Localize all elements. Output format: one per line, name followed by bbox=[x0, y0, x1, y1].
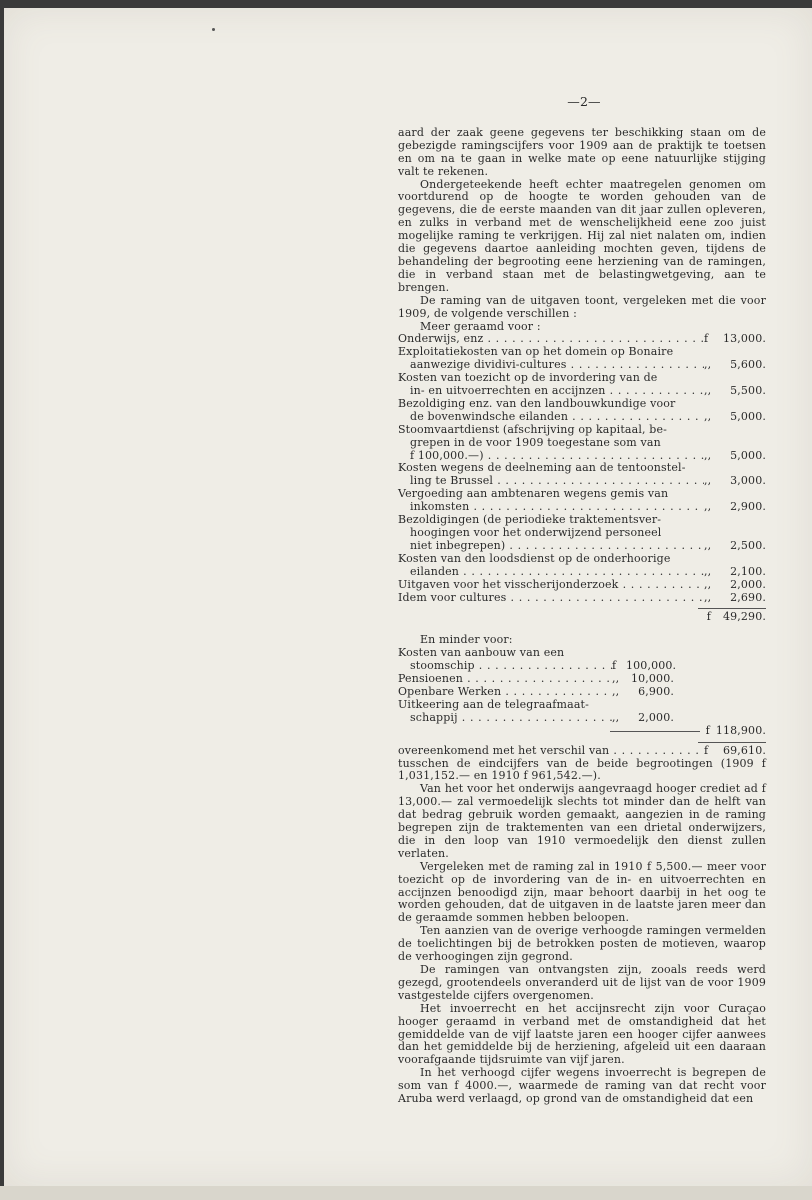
entry-amount: 3,000. bbox=[730, 474, 766, 488]
entry-label: Onderwijs, enz . . . bbox=[398, 333, 704, 346]
entry-currency: ,, bbox=[704, 409, 712, 423]
entry-text-line: grepen in de voor 1909 toegestane som van bbox=[410, 435, 661, 449]
entry-text-line: Kosten wegens de deelneming aan de tentoonstel- bbox=[398, 461, 686, 475]
difference-label: overeenkomend met het verschil van . . . bbox=[398, 745, 704, 758]
entry-amount-row bbox=[398, 673, 674, 686]
entry-amount: 5,000. bbox=[730, 448, 766, 462]
sum-rule bbox=[698, 608, 766, 609]
entry-amount-row bbox=[398, 579, 766, 592]
difference-rule bbox=[698, 742, 766, 743]
entry-amount: 6,900. bbox=[638, 684, 674, 698]
entry-amount-row bbox=[398, 686, 674, 699]
more-total-amount: 49,290. bbox=[722, 610, 766, 624]
more-entry bbox=[398, 398, 766, 424]
entry-amount: 2,900. bbox=[730, 500, 766, 514]
entry-amount: 2,000. bbox=[638, 710, 674, 724]
entry-label: niet inbegrepen) . . . bbox=[398, 540, 704, 553]
entry-currency: ,, bbox=[612, 710, 620, 724]
entry-amount: 100,000. bbox=[626, 659, 677, 673]
entry-text-line: Uitkeering aan de telegraafmaat- bbox=[398, 697, 589, 711]
less-total-currency: f bbox=[705, 723, 710, 737]
entry-currency: ,, bbox=[704, 474, 712, 488]
more-entry bbox=[398, 579, 766, 592]
entry-amount: 5,600. bbox=[730, 358, 766, 372]
entry-text-line: Bezoldiging enz. van den landbouwkundige voor bbox=[398, 396, 676, 410]
entry-currency: ,, bbox=[704, 500, 712, 514]
entry-text-line: Bezoldigingen (de periodieke traktementsver- bbox=[398, 513, 662, 527]
entry-amount: 5,500. bbox=[730, 384, 766, 398]
entry-currency: ,, bbox=[704, 577, 712, 591]
paragraph-7: De ramingen van ontvangsten zijn, zooals reeds werd gezegd, grootendeels onveranderd uit de lijst van de voor 1909 vastgestelde cijfers overgenomen. bbox=[398, 963, 766, 1002]
entry-amount: 2,000. bbox=[730, 577, 766, 591]
entry-amount-row bbox=[398, 540, 766, 553]
more-entry bbox=[398, 424, 766, 463]
entry-text-line: Exploitatiekosten van op het domein op Bonaire bbox=[398, 345, 674, 359]
entry-label: stoomschip . . . bbox=[398, 660, 612, 673]
entry-currency: ,, bbox=[704, 448, 712, 462]
paragraph-9: In het verhoogd cijfer wegens invoerrecht is begrepen de som van f 4000.—, waarmede de raming van dat recht voor Aruba werd verlaagd, op grond van de omstandigheid dat een bbox=[398, 1066, 766, 1106]
entry-text-line: Kosten van toezicht op de invordering van de bbox=[398, 371, 658, 385]
entry-amount-row bbox=[398, 411, 766, 424]
entry-text-line: Kosten van den loodsdienst op de onderhoorige bbox=[398, 551, 671, 565]
entry-currency: ,, bbox=[704, 590, 712, 604]
more-total-currency: f bbox=[706, 610, 711, 624]
entry-currency: ,, bbox=[612, 672, 620, 686]
more-entry bbox=[398, 346, 766, 372]
entry-currency: ,, bbox=[704, 538, 712, 552]
difference-amount: 69,610. bbox=[722, 743, 766, 757]
difference-line bbox=[398, 745, 766, 758]
less-total-rule bbox=[610, 731, 700, 732]
entry-amount-row bbox=[398, 712, 674, 725]
text-column bbox=[398, 96, 766, 1106]
more-entry bbox=[398, 514, 766, 553]
paragraph-8: Het invoerrecht en het accijnsrecht zijn voor Curaçao hooger geraamd in verband met de omstandigheid dat het gemiddelde van de vijf laatste jaren een hooger cijfer aanwees dan het gemiddelde bij de herziening, afgeleid uit een daaraan voorafgaande tijdsruimte van vijf jaren. bbox=[398, 1001, 766, 1067]
more-entry bbox=[398, 488, 766, 514]
more-entry bbox=[398, 553, 766, 579]
more-heading: Meer geraamd voor : bbox=[420, 319, 541, 333]
entry-currency: f bbox=[612, 659, 617, 673]
entry-label: ling te Brussel . . . bbox=[398, 475, 704, 488]
entry-text-line: Vergoeding aan ambtenaren wegens gemis van bbox=[398, 487, 669, 501]
entry-amount: 2,690. bbox=[730, 590, 766, 604]
more-total bbox=[398, 611, 766, 624]
entry-currency: ,, bbox=[612, 684, 620, 698]
paragraph-5: Vergeleken met de raming zal in 1910 f 5,500.— meer voor toezicht op de invordering van de in- en uitvoerrechten en accijnzen benoodigd zijn, maar behoort daarbij in het oog te worden gehouden, dat de uitgaven in de laatste jaren meer dan de geraamde sommen hebben beloopen. bbox=[398, 859, 766, 925]
paragraph-2: Ondergeteekende heeft echter maatregelen genomen om voortdurend op de hoogte te worden gehouden van de gegevens, die de eerste maanden van dit jaar zullen opleveren, en zulks in verband met de wenschelijkheid eene zoo juist mogelijke raming te verkrijgen. Hij zal niet nalaten om, indien die gegevens daartoe aanleiding mochten geven, tijdens de behandeling der begrooting eene herziening van de ramingen, die in verband staan met de belastingwetgeving, aan te brengen. bbox=[398, 177, 766, 294]
entry-currency: ,, bbox=[704, 384, 712, 398]
paragraph-4: Van het voor het onderwijs aangevraagd hooger crediet ad f 13,000.— zal vermoedelijk slechts tot minder dan de helft van dat bedrag gebruik worden gemaakt, aangezien in de raming begrepen zijn de traktementen van een drietal onderwijzers, die in den loop van 1910 vermoedelijk den dienst zullen verlaten. bbox=[398, 782, 766, 860]
less-heading: En minder voor: bbox=[420, 633, 513, 647]
entry-label: de bovenwindsche eilanden . . . bbox=[398, 411, 704, 424]
entry-label: in- en uitvoerrechten en accijnzen . . . bbox=[398, 385, 704, 398]
more-entry bbox=[398, 462, 766, 488]
entry-currency: f bbox=[704, 332, 709, 346]
more-entry bbox=[398, 372, 766, 398]
scan-bottom-edge bbox=[0, 1186, 812, 1200]
entry-label: Pensioenen . . . bbox=[398, 673, 612, 686]
entry-label: Idem voor cultures . . . bbox=[398, 592, 704, 605]
entry-label: f 100,000.—) . . . bbox=[398, 450, 704, 463]
entry-amount: 13,000. bbox=[722, 332, 766, 346]
difference-text: tusschen de eindcijfers van de beide begrootingen (1909 f 1,031,152.— en 1910 f 961,542.—). bbox=[398, 756, 766, 783]
entry-label: aanwezige dividivi-cultures . . . bbox=[398, 359, 704, 372]
less-entry bbox=[398, 699, 766, 725]
less-total-amount: 118,900. bbox=[715, 723, 766, 737]
less-entry bbox=[398, 673, 766, 686]
margin-dot bbox=[212, 28, 215, 31]
entry-text-line: Stoomvaartdienst (afschrijving op kapitaal, be- bbox=[398, 422, 668, 436]
entry-amount: 2,100. bbox=[730, 564, 766, 578]
entry-amount: 5,000. bbox=[730, 409, 766, 423]
entry-currency: ,, bbox=[704, 358, 712, 372]
less-entry bbox=[398, 647, 766, 673]
entry-amount: 2,500. bbox=[730, 538, 766, 552]
less-entry bbox=[398, 686, 766, 699]
entry-amount: 10,000. bbox=[630, 672, 674, 686]
difference-currency: f bbox=[704, 743, 709, 757]
entry-amount-row bbox=[398, 592, 766, 605]
page-number: —2— bbox=[567, 94, 601, 109]
entry-label: Uitgaven voor het visscherijonderzoek . . . bbox=[398, 579, 704, 592]
paragraph-6: Ten aanzien van de overige verhoogde ramingen vermelden de toelichtingen bij de betrokken posten de motieven, waarop de verhoogingen zijn gegrond. bbox=[398, 924, 766, 964]
entry-amount-row bbox=[398, 566, 766, 579]
less-expenditure-list bbox=[398, 647, 766, 724]
intro-paragraph: aard der zaak geene gegevens ter beschikking staan om de gebezigde ramingscijfers voor 1909 aan de praktijk te toetsen en om na te gaan in welke mate op eene natuurlijke stijging valt te rekenen. bbox=[398, 125, 766, 178]
entry-label: Openbare Werken . . . bbox=[398, 686, 612, 699]
entry-text-line: Kosten van aanbouw van een bbox=[398, 646, 565, 660]
more-entry bbox=[398, 592, 766, 605]
more-expenditure-list bbox=[398, 333, 766, 604]
entry-text-line: hoogingen voor het onderwijzend personeel bbox=[410, 526, 662, 539]
entry-currency: ,, bbox=[704, 564, 712, 578]
entry-label: eilanden . . . bbox=[398, 566, 704, 579]
less-total bbox=[398, 725, 766, 738]
paragraph-3: De raming van de uitgaven toont, vergeleken met die voor 1909, de volgende verschillen : bbox=[398, 293, 766, 320]
entry-amount-row bbox=[398, 385, 766, 398]
entry-label: schappij . . . bbox=[398, 712, 612, 725]
entry-label: inkomsten . . . bbox=[398, 501, 704, 514]
